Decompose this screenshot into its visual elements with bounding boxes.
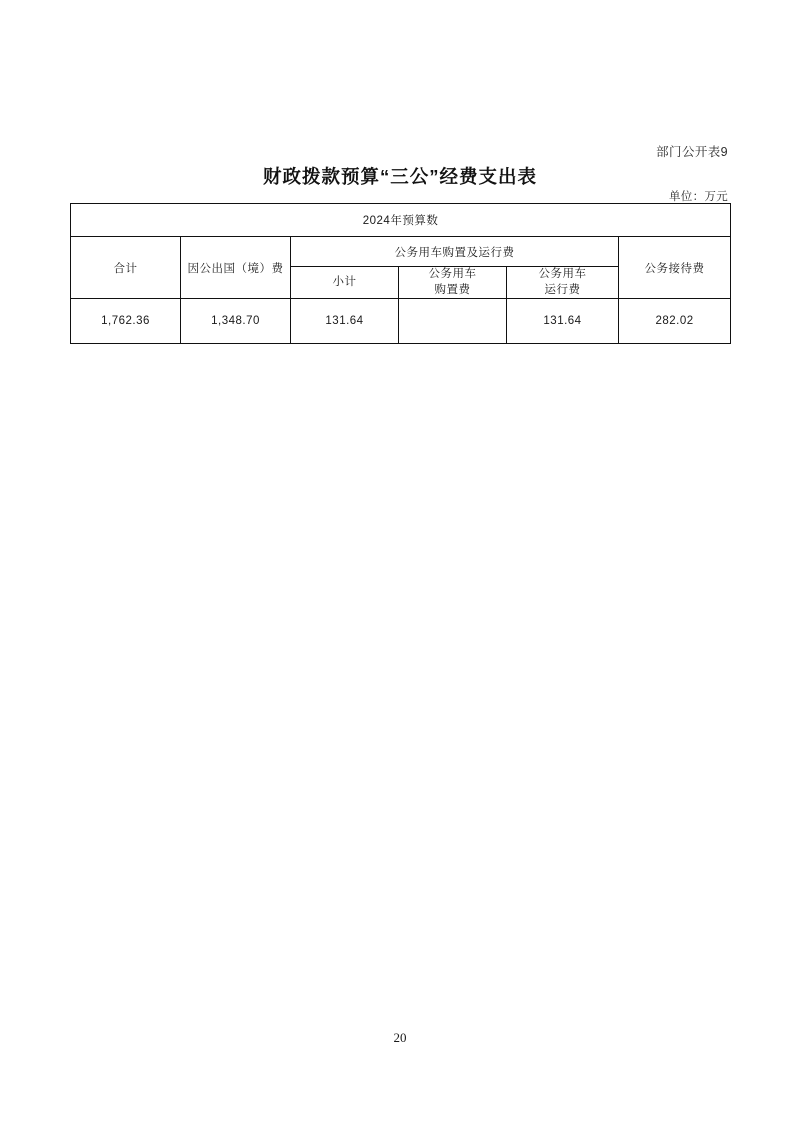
table-row	[71, 204, 731, 237]
value-abroad: 1,348.70	[181, 299, 291, 344]
header-reception: 公务接待费	[619, 237, 731, 299]
header-vehicle-subtotal: 小计	[291, 267, 399, 299]
value-total: 1,762.36	[71, 299, 181, 344]
table-row	[71, 299, 731, 344]
year-header: 2024年预算数	[71, 204, 731, 237]
header-vehicle-group: 公务用车购置及运行费	[291, 237, 619, 267]
table-row	[71, 237, 731, 267]
value-vehicle-purchase	[399, 299, 507, 344]
unit-note: 单位：万元	[669, 191, 728, 203]
page-number: 20	[393, 1030, 407, 1045]
header-vehicle-operation	[507, 267, 619, 299]
budget-table	[70, 203, 731, 344]
header-vehicle-operation-line1: 公务用车	[538, 268, 587, 280]
value-vehicle-operation: 131.64	[507, 299, 619, 344]
value-reception: 282.02	[619, 299, 731, 344]
header-vehicle-purchase-line1: 公务用车	[428, 268, 477, 280]
header-abroad: 因公出国（境）费	[181, 237, 291, 299]
header-total: 合计	[71, 237, 181, 299]
header-vehicle-purchase-line2: 购置费	[434, 283, 471, 296]
header-vehicle-operation-line2: 运行费	[544, 283, 581, 296]
page-title: 财政拨款预算“三公”经费支出表	[262, 166, 537, 187]
document-tag: 部门公开表9	[656, 145, 728, 159]
header-vehicle-purchase	[399, 267, 507, 299]
value-vehicle-subtotal: 131.64	[291, 299, 399, 344]
